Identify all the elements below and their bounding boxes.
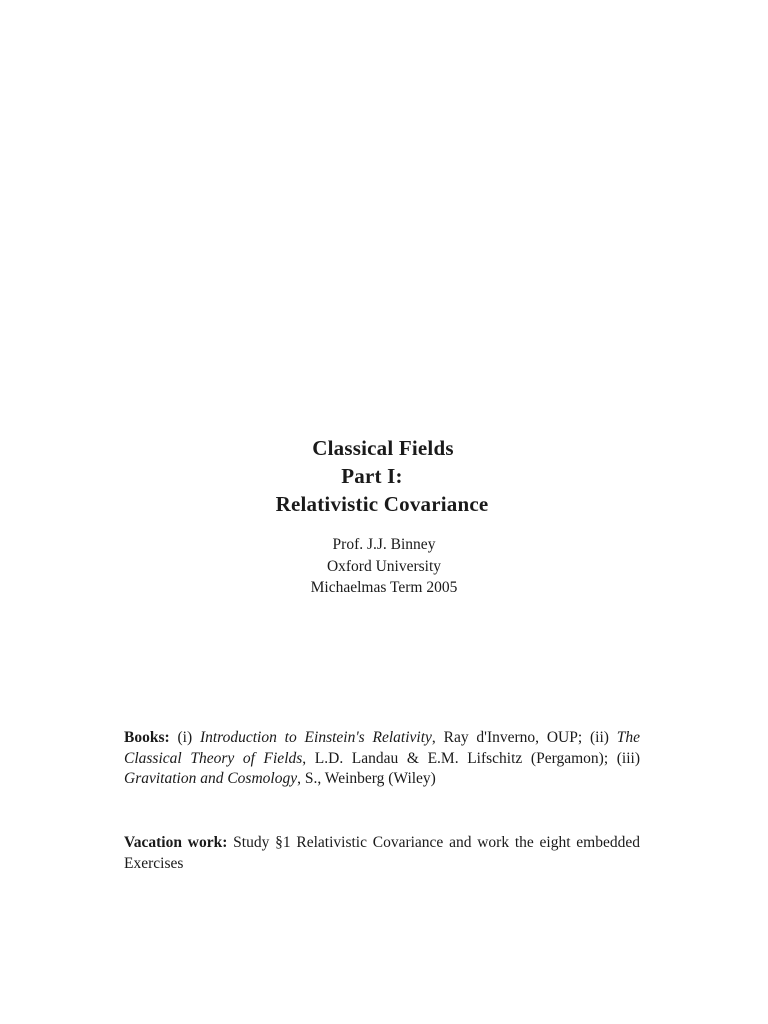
author-term: Michaelmas Term 2005 xyxy=(310,579,458,596)
books-label: Books: xyxy=(124,729,170,746)
book-1-details: , Ray d'Inverno, OUP; (ii) xyxy=(431,729,617,746)
author-block xyxy=(0,534,768,598)
title-line-1: Classical Fields xyxy=(312,436,454,460)
vacation-text: Study §1 Relativistic Covariance and work the eight embedded Exercises xyxy=(124,834,641,872)
book-2-details: , L.D. Landau & E.M. Lifschitz (Pergamon); (iii) xyxy=(302,749,640,767)
vacation-paragraph xyxy=(124,833,640,874)
book-1-prefix: (i) xyxy=(177,729,200,746)
books-paragraph xyxy=(124,728,640,790)
book-3-title: Gravitation and Cosmology xyxy=(124,770,298,787)
title-line-3: Relativistic Covariance xyxy=(275,492,489,516)
book-3-details: , S., Weinberg (Wiley) xyxy=(297,770,436,787)
vacation-label: Vacation work: xyxy=(124,834,228,851)
book-2-title: The Classical Theory of Fields xyxy=(124,729,640,767)
title-line-2: Part I: xyxy=(341,464,403,488)
book-1-title: Introduction to Einstein's Relativity xyxy=(199,729,432,746)
document-title xyxy=(0,434,768,518)
author-institution: Oxford University xyxy=(326,558,442,575)
author-name: Prof. J.J. Binney xyxy=(332,536,436,553)
